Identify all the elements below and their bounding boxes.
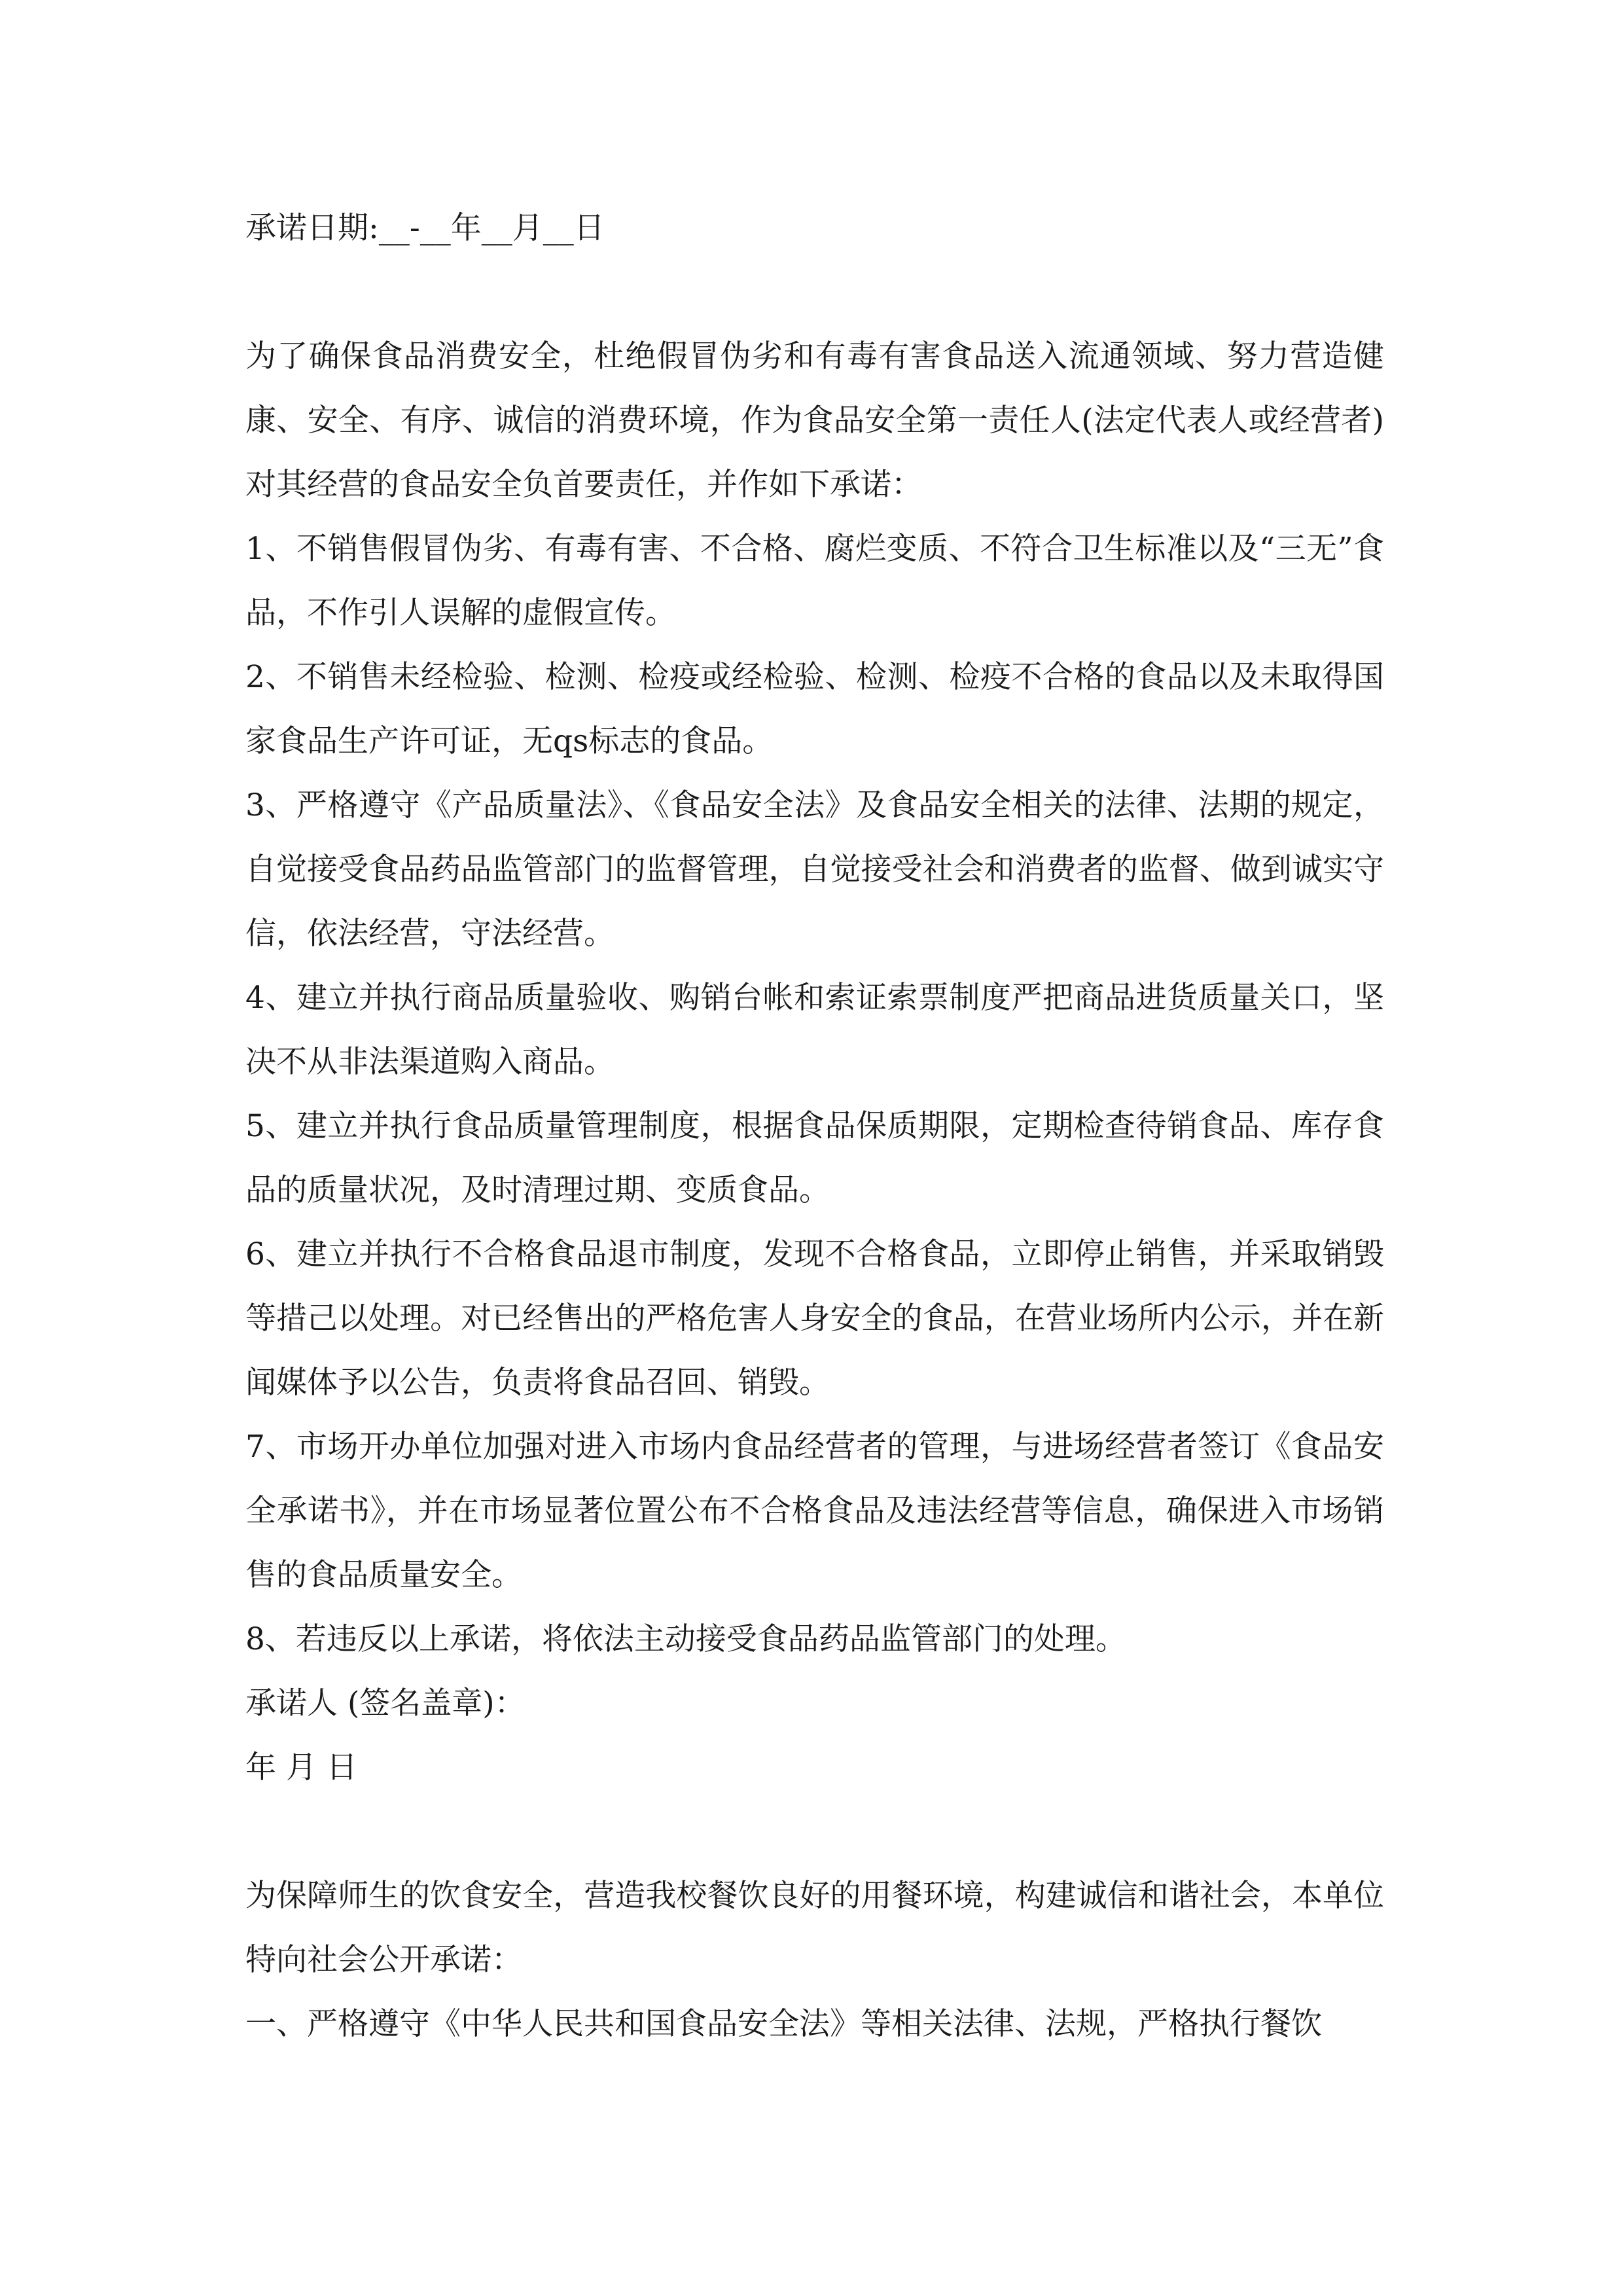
commitment-item-6: 6、建立并执行不合格食品退市制度，发现不合格食品，立即停止销售，并采取销毁等措己以处理。对已经售出的严格危害人身安全的食品，在营业场所内公示，并在新闻媒体予以公告，负责将食品召回、销毁。 xyxy=(245,1236,1384,1401)
section1-intro: 为了确保食品消费安全，杜绝假冒伪劣和有毒有害食品送入流通领域、努力营造健康、安全、有序、诚信的消费环境，作为食品安全第一责任人(法定代表人或经营者)对其经营的食品安全负首要责任，并作如下承诺： xyxy=(245,338,1384,503)
commitment-item-2: 2、不销售未经检验、检测、检疫或经检验、检测、检疫不合格的食品以及未取得国家食品生产许可证，无qs标志的食品。 xyxy=(245,659,1384,759)
commitment-date-line: 承诺日期:__-__年__月__日 xyxy=(245,210,605,246)
commitment-item-4: 4、建立并执行商品质量验收、购销台帐和索证索票制度严把商品进货质量关口，坚决不从非法渠道购入商品。 xyxy=(245,980,1384,1080)
section-gap xyxy=(245,1800,1384,1864)
document-body xyxy=(245,196,1384,2056)
section2-item-1: 一、严格遵守《中华人民共和国食品安全法》等相关法律、法规，严格执行餐饮 xyxy=(245,2006,1322,2042)
commitment-item-1: 1、不销售假冒伪劣、有毒有害、不合格、腐烂变质、不符合卫生标准以及“三无”食品，不作引人误解的虚假宣传。 xyxy=(245,531,1384,631)
signature-label: 承诺人 (签名盖章)： xyxy=(245,1685,526,1721)
commitment-item-5: 5、建立并执行食品质量管理制度，根据食品保质期限，定期检查待销食品、库存食品的质量状况，及时清理过期、变质食品。 xyxy=(245,1108,1384,1208)
section2-intro: 为保障师生的饮食安全，营造我校餐饮良好的用餐环境，构建诚信和谐社会，本单位特向社会公开承诺： xyxy=(245,1878,1384,1978)
commitment-item-3: 3、严格遵守《产品质量法》、《食品安全法》及食品安全相关的法律、法期的规定，自觉接受食品药品监管部门的监督管理，自觉接受社会和消费者的监督、做到诚实守信，依法经营，守法经营。 xyxy=(245,787,1384,952)
signature-date: 年 月 日 xyxy=(245,1749,357,1785)
commitment-item-8: 8、若违反以上承诺，将依法主动接受食品药品监管部门的处理。 xyxy=(245,1621,1126,1657)
commitment-item-7: 7、市场开办单位加强对进入市场内食品经营者的管理，与进场经营者签订《食品安全承诺书》，并在市场显著位置公布不合格食品及违法经营等信息，确保进入市场销售的食品质量安全。 xyxy=(245,1429,1384,1593)
